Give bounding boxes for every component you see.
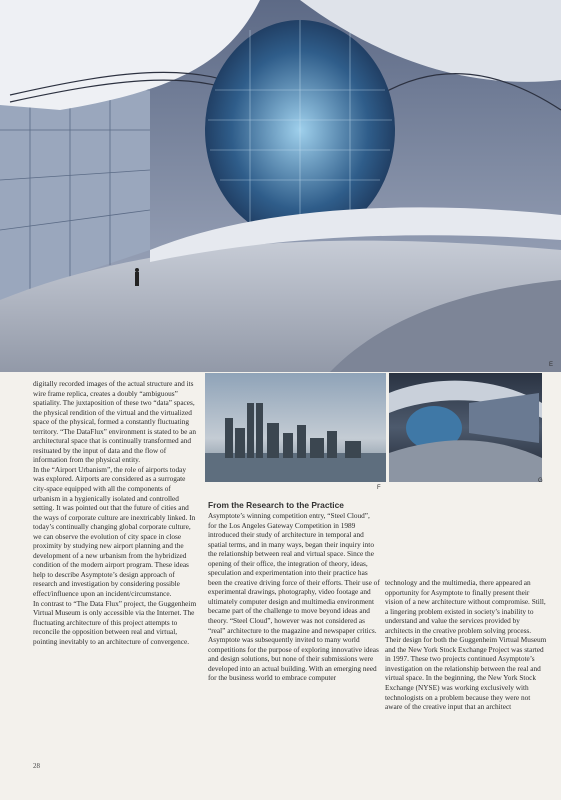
- hero-rendering-image: [0, 0, 561, 372]
- paragraph: Asymptote’s winning competition entry, “Steel Cloud”, for the Los Angeles Gateway Competition in 1989 introduced their study of architecture in temporal and spatial terms, and in many ways, began their inquiry into the relationship between real and virtual space. Since the opening of their office, the integration of theory, ideas, speculation and experimentation into their practice has been the creative driving force of their efforts. Their use of experimental drawings, photography, video footage and ultimately computer design and multimedia environment became part of the challenge to move beyond ideas and theory. “Steel Cloud”, however was not considered as “real” architecture to the magazine and newspaper critics. Asymptote was subsequently invited to many world competitions for the purpose of exploring innovative ideas and design solutions, but none of their submissions were developed into an actual building. With an emerging need for the business world to embrace computer: [208, 511, 380, 683]
- page-number: 28: [33, 762, 40, 770]
- figure-label-f: F: [377, 485, 381, 491]
- figure-label-g: G: [538, 478, 543, 484]
- text-column-right: [385, 578, 547, 712]
- paragraph: In contrast to “The Data Flux” project, the Guggenheim Virtual Museum is only accessible via the Internet. The fluctuating architecture of this project attempts to reconcile the opposition between real and virtual, pointing inevitably to an architecture of convergence.: [33, 598, 197, 646]
- figure-label-e: E: [549, 362, 554, 368]
- skyline-photo: [205, 373, 386, 482]
- paragraph: technology and the multimedia, there appeared an opportunity for Asymptote to finally present their vision of a new architecture without compromise. Still, a lingering problem existed in society’s inability to understand and value the services provided by architects in the creative problem solving process.: [385, 578, 546, 635]
- paragraph: Their design for both the Guggenheim Virtual Museum and the New York Stock Exchange Project was started in 1997. These two projects continued Asymptote’s investigation on the relationship between the real and virtual space. In the beginning, the New York Stock Exchange (NYSE) was working exclusively with technologists on a problem because they were not aware of the creative input that an architect: [385, 635, 547, 712]
- interior-rendering-photo: [389, 373, 542, 482]
- text-column-middle: [208, 511, 380, 683]
- paragraph: digitally recorded images of the actual structure and its wire frame replica, creates a doubly “ambiguous” spatiality. The juxtaposition of these two “data” spaces, the physical rendition of the virtual and the virtualized space of the physical, formed a constantly fluctuating territory. “The DataFlux” environment is stated to be an architectural space that is continually transformed and resituated by the input of data and the flow of information from the physical entity.: [33, 379, 197, 465]
- text-column-left: [33, 379, 198, 646]
- paragraph: In the “Airport Urbanism”, the role of airports today was explored. Airports are considered as a surrogate city-space equipped with all the components of urbanism in a hygienically isolated and controlled setting. It was pointed out that the future of cities and the ways of corporate culture are inextricably linked. In today’s continually changing global corporate culture, we can observe the evolution of city space in close proximity by studying new airport planning and the development of a new urbanism from the hybridized condition of the modern airport program. These ideas help to describe Asymptote’s design approach of research and investigation by considering possible effect/influence upon an incident/circumstance.: [33, 464, 196, 599]
- section-heading: From the Research to the Practice: [208, 500, 344, 510]
